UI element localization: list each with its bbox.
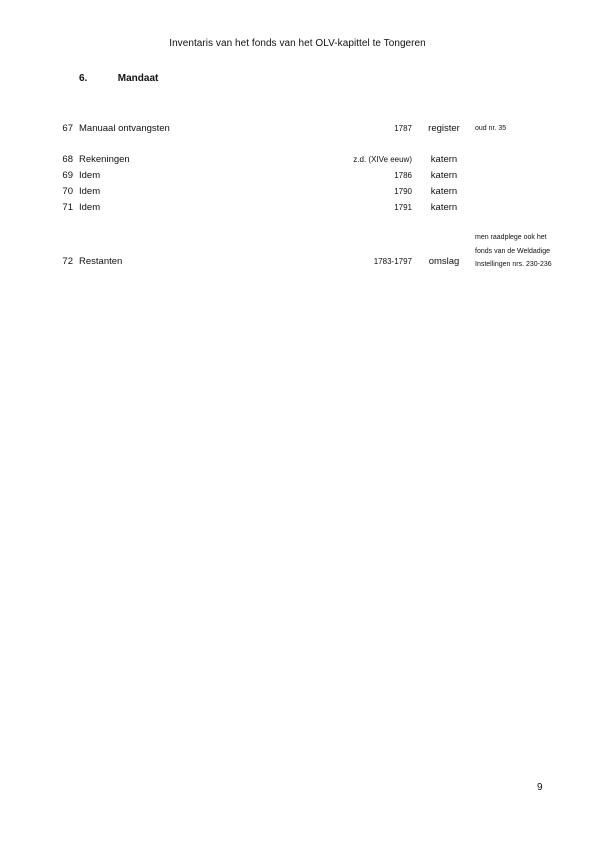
- item-form: register: [428, 123, 460, 134]
- item-date: 1791: [394, 203, 412, 212]
- section-number: 6.: [79, 73, 88, 84]
- section-title: Mandaat: [117, 73, 159, 84]
- item-note: oud nr. 35: [475, 125, 507, 132]
- item-number: 69: [62, 170, 73, 181]
- item-form: katern: [430, 154, 458, 165]
- item-title: Restanten: [79, 256, 123, 267]
- item-number: 68: [62, 154, 73, 165]
- running-header: Inventaris van het fonds van het OLV-kapittel te Tongeren: [169, 38, 426, 49]
- item-date: 1787: [394, 124, 412, 133]
- item-form: katern: [430, 170, 458, 181]
- section-heading: [79, 73, 158, 84]
- page-number: 9: [537, 782, 543, 793]
- item-note: [475, 231, 552, 272]
- item-note-line: men raadplege ook het: [475, 234, 547, 241]
- inventory-item: [0, 170, 595, 184]
- item-date: z.d. (XIVe eeuw): [353, 155, 412, 164]
- item-number: 70: [62, 186, 73, 197]
- item-date: 1783-1797: [373, 257, 412, 266]
- inventory-item: [0, 186, 595, 200]
- item-form: katern: [430, 186, 458, 197]
- item-note-line: fonds van de Weldadige: [475, 247, 550, 255]
- item-form: omslag: [428, 256, 460, 267]
- item-title: Manuaal ontvangsten: [79, 123, 170, 134]
- inventory-item: [0, 154, 595, 168]
- item-date: 1790: [394, 187, 412, 196]
- inventory-item: [0, 202, 595, 216]
- item-title: Rekeningen: [79, 154, 130, 165]
- item-number: 67: [62, 123, 73, 134]
- item-title: Idem: [79, 186, 101, 197]
- item-form: katern: [430, 202, 458, 213]
- inventory-item: [0, 123, 595, 137]
- item-number: 72: [62, 256, 73, 267]
- item-note-line: Instellingen nrs. 230-236: [475, 261, 552, 268]
- item-title: Idem: [79, 202, 101, 213]
- item-title: Idem: [79, 170, 101, 181]
- item-number: 71: [62, 202, 73, 213]
- item-date: 1786: [394, 171, 412, 180]
